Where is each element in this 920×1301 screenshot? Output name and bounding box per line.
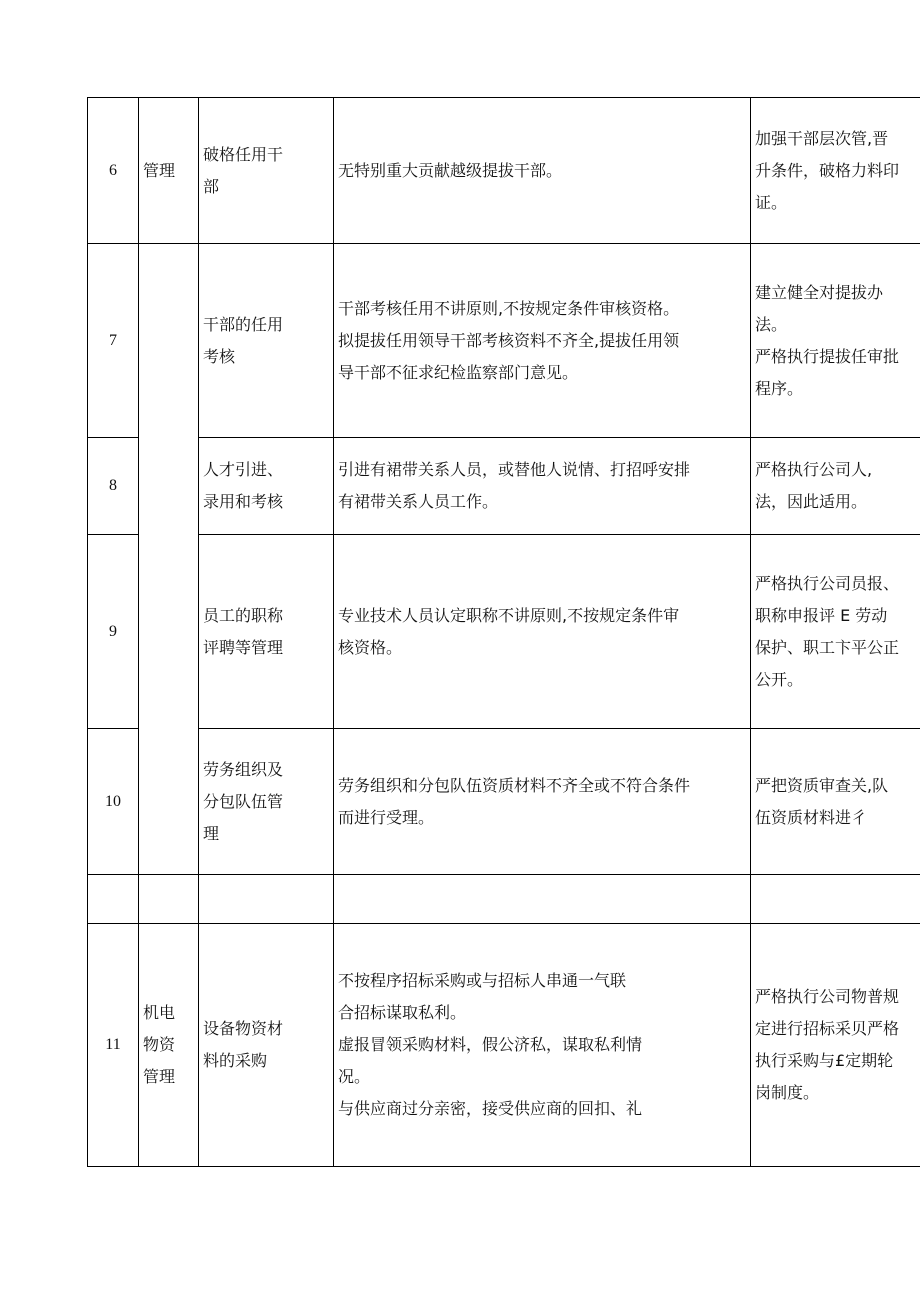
row-number: 7 [88,244,139,438]
empty-cell [199,875,334,924]
table-row [88,438,920,535]
risk-cell: 引进有裙带关系人员，或替他人说情、打招呼安排 有裙带关系人员工作。 [334,438,751,535]
item-cell: 干部的任用 考核 [199,244,334,438]
measure-cell: 加强干部层次管,晋 升条件，破格力料印 证。 [751,98,920,244]
measure-cell: 严格执行公司物普规 定进行招标采贝严格 执行采购与£定期轮 岗制度。 [751,924,920,1167]
risk-cell: 劳务组织和分包队伍资质材料不齐全或不符合条件 而进行受理。 [334,729,751,875]
risk-cell: 专业技术人员认定职称不讲原则,不按规定条件审 核资格。 [334,535,751,729]
measure-cell: 建立健全对提拔办 法。 严格执行提拔任审批 程序。 [751,244,920,438]
risk-cell: 不按程序招标采购或与招标人串通一气联 合招标谋取私利。 虚报冒领采购材料，假公济私，谋取私利情 况。 与供应商过分亲密，接受供应商的回扣、礼 [334,924,751,1167]
risk-cell: 干部考核任用不讲原则,不按规定条件审核资格。 拟提拔任用领导干部考核资料不齐全,提拔任用领 导干部不征求纪检监察部门意见。 [334,244,751,438]
measure-cell: 严格执行公司人, 法，因此适用。 [751,438,920,535]
row-number: 8 [88,438,139,535]
empty-cell [88,875,139,924]
item-cell: 设备物资材 料的采购 [199,924,334,1167]
row-number: 10 [88,729,139,875]
table-row [88,535,920,729]
item-cell: 劳务组织及 分包队伍管 理 [199,729,334,875]
category-cell [139,729,199,875]
category-cell [139,438,199,535]
item-cell: 员工的职称 评聘等管理 [199,535,334,729]
row-number: 11 [88,924,139,1167]
table-row [88,98,920,244]
row-number: 9 [88,535,139,729]
table-row [88,924,920,1167]
empty-cell [751,875,920,924]
category-cell [139,535,199,729]
empty-cell [139,875,199,924]
category-cell [139,244,199,438]
empty-row [88,875,920,924]
table-row [88,729,920,875]
category-cell: 机电 物资 管理 [139,924,199,1167]
item-cell: 破格任用干 部 [199,98,334,244]
risk-control-table [87,97,920,1167]
item-cell: 人才引进、 录用和考核 [199,438,334,535]
table-row [88,244,920,438]
row-number: 6 [88,98,139,244]
category-cell: 管理 [139,98,199,244]
measure-cell: 严把资质审查关,队 伍资质材料进彳 [751,729,920,875]
risk-cell: 无特别重大贡献越级提拔干部。 [334,98,751,244]
empty-cell [334,875,751,924]
measure-cell: 严格执行公司员报、 职称申报评 E 劳动 保护、职工卞平公正 公开。 [751,535,920,729]
